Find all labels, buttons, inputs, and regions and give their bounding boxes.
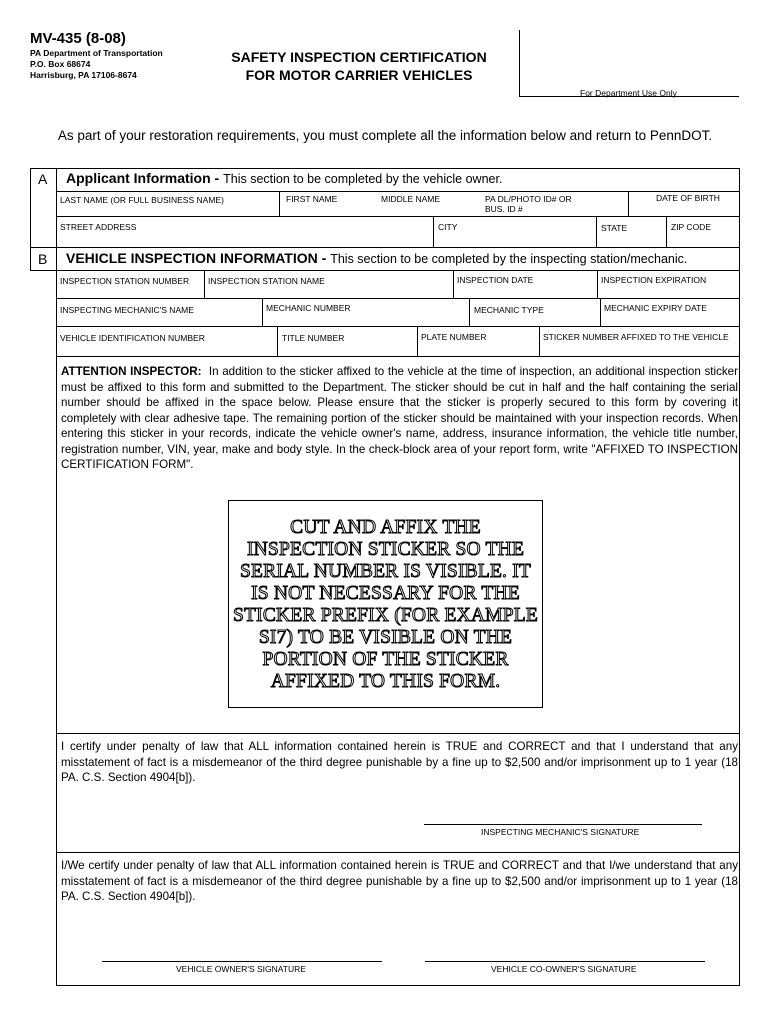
row-a2-divider-state bbox=[596, 216, 597, 247]
station-name-field[interactable]: INSPECTION STATION NAME bbox=[208, 276, 325, 286]
middle-name-field[interactable]: MIDDLE NAME bbox=[381, 194, 441, 204]
date-of-birth-field[interactable]: DATE OF BIRTH bbox=[656, 193, 720, 203]
row-a1-divider-first bbox=[279, 191, 280, 216]
city-field[interactable]: CITY bbox=[438, 222, 458, 232]
title-number-field[interactable]: TITLE NUMBER bbox=[282, 333, 345, 343]
coowner-signature-label: VEHICLE CO-OWNER'S SIGNATURE bbox=[491, 964, 637, 974]
sticker-instructions: CUT AND AFFIX THE INSPECTION STICKER SO THE SERIAL NUMBER IS VISIBLE. IT IS NOT NECESSARY FOR THE STICKER PREFIX (FOR EXAMPLE SI7) TO BE VISIBLE ON THE PORTION OF THE STICKER AFFIXED TO THIS FORM. bbox=[233, 517, 538, 692]
row-a2-divider-city bbox=[433, 216, 434, 247]
section-b-heading bbox=[66, 250, 687, 266]
dl-id-label-2: BUS. ID # bbox=[485, 204, 523, 214]
attention-label: ATTENTION INSPECTOR: bbox=[61, 365, 202, 378]
mechanic-cert-top-border bbox=[56, 733, 740, 734]
row-b2-bottom bbox=[56, 326, 740, 327]
dl-id-field[interactable] bbox=[485, 194, 572, 214]
form-title-line-2: FOR MOTOR CARRIER VEHICLES bbox=[245, 67, 473, 83]
row-b2-divider-type bbox=[469, 298, 470, 326]
row-b1-divider-date bbox=[453, 270, 454, 298]
form-title bbox=[200, 48, 518, 84]
department-name: PA Department of Transportation bbox=[30, 48, 163, 58]
station-number-field[interactable]: INSPECTION STATION NUMBER bbox=[60, 276, 190, 286]
row-b1-divider-name bbox=[204, 270, 205, 298]
vin-field[interactable]: VEHICLE IDENTIFICATION NUMBER bbox=[60, 333, 205, 343]
row-b3-divider-sticker bbox=[539, 326, 540, 356]
section-b-box-bottom bbox=[56, 985, 740, 986]
first-name-field[interactable]: FIRST NAME bbox=[286, 194, 338, 204]
section-a-title: Applicant Information - bbox=[66, 170, 224, 186]
section-b-left-border bbox=[30, 168, 31, 271]
letter-column-divider bbox=[56, 168, 57, 271]
attention-inspector-notice bbox=[61, 364, 738, 473]
section-b-box-right bbox=[739, 270, 740, 986]
section-b-title: VEHICLE INSPECTION INFORMATION - bbox=[66, 250, 331, 266]
row-b3-divider-title bbox=[277, 326, 278, 356]
mechanic-expiry-field[interactable]: MECHANIC EXPIRY DATE bbox=[604, 303, 707, 313]
row-b2-divider-mechnum bbox=[262, 298, 263, 326]
section-a-letter: A bbox=[38, 171, 48, 187]
mechanic-certification-text: I certify under penalty of law that ALL information contained herein is TRUE and CORRECT and that I understand that any misstatement of fact is a misdemeanor of the third degree punishable by a fine up to $2,500 and/or imprisonment up to 1 year (18 PA. C.S. Section 4904[b]). bbox=[61, 740, 738, 784]
row-b2-divider-expiry bbox=[600, 298, 601, 326]
owner-signature-line[interactable] bbox=[102, 961, 382, 962]
inspection-date-field[interactable]: INSPECTION DATE bbox=[457, 275, 534, 285]
department-use-box-left bbox=[519, 30, 520, 96]
row-b3-bottom bbox=[56, 356, 740, 357]
last-name-field[interactable]: LAST NAME (OR FULL BUSINESS NAME) bbox=[60, 195, 224, 205]
section-b-subtitle: This section to be completed by the inspecting station/mechanic. bbox=[330, 252, 688, 266]
attention-text: In addition to the sticker affixed to the vehicle at the time of inspection, an additional inspection sticker must be affixed to this form and submitted to the Department. The sticker should be cut in half and the half containing the serial number should be affixed in the space below. Please ensure that the sticker is properly secured to this form by covering it completely with clear adhesive tape. The remaining portion of the sticker should be maintained with your inspection records. When entering this sticker in your records, indicate the vehicle owner's name, address, insurance information, the vehicle title number, registration number, VIN, year, make and body style. In the check-block area of your report form, write "AFFIXED TO INSPECTION CERTIFICATION FORM". bbox=[61, 365, 738, 471]
row-b1-divider-exp bbox=[597, 270, 598, 298]
coowner-signature-line[interactable] bbox=[425, 961, 705, 962]
section-a-top-border bbox=[30, 168, 740, 169]
section-b-letter: B bbox=[38, 251, 48, 267]
intro-instructions: As part of your restoration requirements, you must complete all the information below and return to PennDOT. bbox=[57, 128, 713, 143]
owner-signature-label: VEHICLE OWNER'S SIGNATURE bbox=[176, 964, 306, 974]
row-b1-bottom bbox=[56, 298, 740, 299]
dl-id-label-1: PA DL/PHOTO ID# OR bbox=[485, 194, 572, 204]
state-field[interactable]: STATE bbox=[601, 223, 628, 233]
row-a2-divider-zip bbox=[666, 216, 667, 247]
plate-number-field[interactable]: PLATE NUMBER bbox=[421, 332, 487, 342]
mechanic-number-field[interactable]: MECHANIC NUMBER bbox=[266, 303, 351, 313]
inspection-expiration-field[interactable]: INSPECTION EXPIRATION bbox=[601, 275, 707, 285]
row-a1-divider-dob bbox=[628, 191, 629, 216]
owner-cert-top-border bbox=[56, 852, 740, 853]
form-title-line-1: SAFETY INSPECTION CERTIFICATION bbox=[231, 49, 487, 65]
department-use-label: For Department Use Only bbox=[580, 88, 677, 98]
mechanic-signature-label: INSPECTING MECHANIC'S SIGNATURE bbox=[481, 827, 640, 837]
sticker-number-field[interactable]: STICKER NUMBER AFFIXED TO THE VEHICLE bbox=[543, 332, 729, 342]
mechanic-name-field[interactable]: INSPECTING MECHANIC'S NAME bbox=[60, 305, 194, 315]
mechanic-type-field[interactable]: MECHANIC TYPE bbox=[474, 305, 544, 315]
form-number: MV-435 (8-08) bbox=[30, 30, 126, 47]
right-border-a bbox=[739, 168, 740, 271]
department-city: Harrisburg, PA 17106-8674 bbox=[30, 70, 137, 80]
department-address bbox=[30, 48, 163, 81]
row-b3-divider-plate bbox=[417, 326, 418, 356]
section-b-heading-bottom bbox=[30, 270, 740, 271]
row-a1-bottom bbox=[56, 216, 740, 217]
sticker-affix-area[interactable] bbox=[228, 500, 543, 708]
section-a-heading bbox=[66, 170, 502, 186]
section-a-heading-bottom bbox=[56, 191, 740, 192]
owner-certification-text: I/We certify under penalty of law that ALL information contained herein is TRUE and CORRECT and that I/we understand that any misstatement of fact is a misdemeanor of the third degree punishable by a fine up to $2,500 and/or imprisonment up to 1 year (18 PA. C.S. Section 4904[b]). bbox=[61, 859, 738, 903]
mechanic-signature-line[interactable] bbox=[424, 824, 702, 825]
department-po-box: P.O. Box 68674 bbox=[30, 59, 91, 69]
section-a-subtitle: This section to be completed by the vehicle owner. bbox=[223, 172, 503, 186]
section-b-top-border bbox=[30, 247, 740, 248]
zip-code-field[interactable]: ZIP CODE bbox=[671, 222, 711, 232]
street-address-field[interactable]: STREET ADDRESS bbox=[60, 222, 137, 232]
section-b-box-left bbox=[56, 270, 57, 986]
